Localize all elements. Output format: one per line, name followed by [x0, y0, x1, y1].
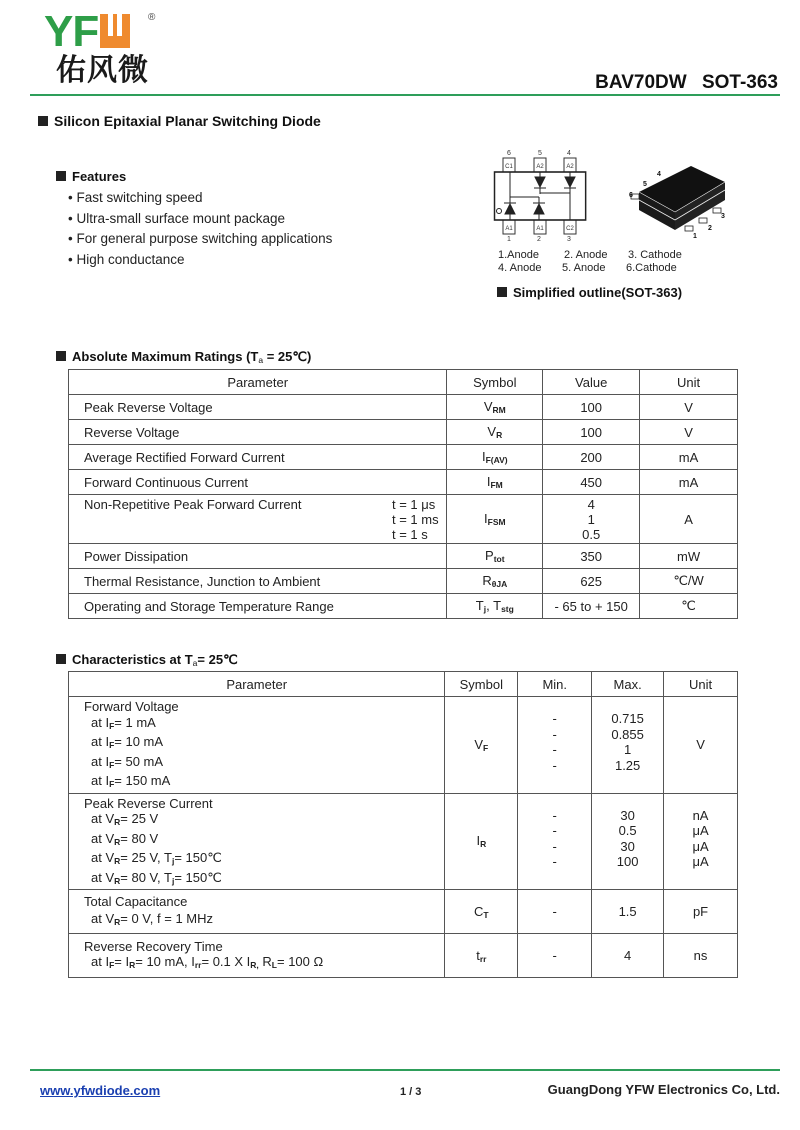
table-row: Peak Reverse Current at $V_R= 25$ V at $V_R= 80$ V at $V_R= 25$ V, $T_j=$ 150℃ at $V_R= 80$ V, $T_j=$ 150℃ $I_R$ - - - - 30 0.5 30 100 nA μA μA μA: [69, 793, 738, 890]
website-link[interactable]: www.yfwdiode.com: [40, 1083, 161, 1098]
table-row: Peak Reverse Voltage $V_{RM}$ 100 V: [69, 395, 738, 420]
square-bullet-icon: [56, 654, 66, 664]
pin-legend-item: 5. Anode: [562, 262, 606, 274]
logo-letters: YF: [44, 7, 99, 56]
page-number: 1 / 3: [400, 1086, 422, 1098]
feature-item: • Ultra-small surface mount package: [68, 209, 332, 230]
pin-legend-item: 1.Anode: [498, 249, 539, 261]
pin-number-4: 4: [567, 150, 571, 157]
outline-caption: [497, 285, 682, 300]
pin-number-5: 5: [538, 150, 542, 157]
svg-text:5: 5: [643, 181, 647, 188]
table-row: Thermal Resistance, Junction to Ambient $R_{\theta JA}$ 625 ℃/W: [69, 569, 738, 594]
description-text: Silicon Epitaxial Planar Switching Diode: [54, 113, 321, 129]
feature-item: • High conductance: [68, 250, 332, 271]
svg-text:2: 2: [708, 225, 712, 232]
svg-text:1: 1: [693, 233, 697, 240]
table-header-row: [69, 370, 738, 395]
table-row: Forward Continuous Current $I_{FM}$ 450 mA: [69, 470, 738, 495]
logo-chinese: 佑风微: [56, 53, 149, 88]
column-header: Parameter: [69, 672, 445, 697]
table-row: Power Dissipation $P_{tot}$ 350 mW: [69, 544, 738, 569]
package-name: SOT-363: [701, 72, 778, 93]
abs-max-table: [68, 369, 738, 619]
pin-number-1: 1: [507, 236, 511, 243]
table-row: Non-Repetitive Peak Forward Current t = 1 μs t = 1 ms t = 1 s $I_{FSM}$ 4 1 0.5 A: [69, 495, 738, 544]
column-header: Unit: [640, 370, 738, 395]
description-heading: [38, 113, 321, 129]
header-rule: [30, 94, 780, 96]
square-bullet-icon: [497, 287, 507, 297]
page-title: [595, 72, 778, 94]
pin-legend: [498, 249, 682, 275]
table-row: Forward Voltage at $I_F= 1$ mA at $I_F= 10$ mA at $I_F= 50$ mA at $I_F= 150$ mA $V_F$ - - - - 0.715 0.855 1 1.25 V: [69, 697, 738, 794]
svg-text:C2: C2: [566, 226, 574, 232]
svg-text:A2: A2: [566, 164, 574, 170]
company-name: GuangDong YFW Electronics Co, Ltd.: [547, 1082, 780, 1097]
pin-legend-item: 2. Anode: [564, 249, 608, 261]
table-row: Total Capacitance at $V_R= 0$ V, f = 1 MHz $C_T$ - 1.5 pF: [69, 890, 738, 934]
svg-text:4: 4: [657, 171, 661, 178]
column-header: Parameter: [69, 370, 447, 395]
svg-text:C1: C1: [505, 164, 513, 170]
pin-legend-item: 4. Anode: [498, 262, 542, 274]
feature-item: • Fast switching speed: [68, 188, 332, 209]
pin-number-6: 6: [507, 150, 511, 157]
pin-legend-item: 3. Cathode: [628, 249, 682, 261]
column-header: Value: [543, 370, 640, 395]
svg-text:A1: A1: [536, 226, 544, 232]
column-header: Min.: [518, 672, 592, 697]
logo-w-glyph: [100, 14, 130, 48]
registered-mark: ®: [148, 12, 156, 23]
column-header: Symbol: [447, 370, 543, 395]
features-list: [68, 188, 332, 270]
logo: [44, 7, 130, 56]
features-heading: [56, 169, 126, 184]
table-row: Reverse Recovery Time at $I_F= I_R= 10$ mA, $I_{rr}= 0.1$ X $I_{R,}$ $R_L= 100$ Ω $t_{rr}$ - 4 ns: [69, 934, 738, 978]
pinout-schematic: [488, 146, 588, 246]
square-bullet-icon: [38, 116, 48, 126]
column-header: Max.: [592, 672, 664, 697]
table-header-row: [69, 672, 738, 697]
abs-max-heading: Absolute Maximum Ratings ($T_a$ = 25℃): [56, 349, 311, 365]
package-outline-image: [625, 160, 735, 240]
svg-text:A2: A2: [536, 164, 544, 170]
pin-legend-item: 6.Cathode: [626, 262, 677, 274]
svg-text:A1: A1: [505, 226, 513, 232]
outline-caption-text: Simplified outline(SOT-363): [513, 285, 683, 300]
square-bullet-icon: [56, 171, 66, 181]
column-header: Unit: [664, 672, 738, 697]
feature-item: • For general purpose switching applications: [68, 229, 332, 250]
table-row: Average Rectified Forward Current $I_{F(AV)}$ 200 mA: [69, 445, 738, 470]
characteristics-table: [68, 671, 738, 978]
svg-text:3: 3: [721, 213, 725, 220]
part-number: BAV70DW: [595, 72, 687, 93]
features-title: Features: [72, 169, 127, 184]
characteristics-heading: Characteristics at $T_a=$ 25℃: [56, 652, 238, 668]
svg-text:6: 6: [629, 192, 633, 199]
table-row: Reverse Voltage $V_R$ 100 V: [69, 420, 738, 445]
pin-number-2: 2: [537, 236, 541, 243]
table-row: Operating and Storage Temperature Range $T_j$, $T_{stg}$ - 65 to + 150 ℃: [69, 594, 738, 619]
square-bullet-icon: [56, 351, 66, 361]
footer-rule: [30, 1069, 780, 1071]
column-header: Symbol: [445, 672, 518, 697]
pin-number-3: 3: [567, 236, 571, 243]
